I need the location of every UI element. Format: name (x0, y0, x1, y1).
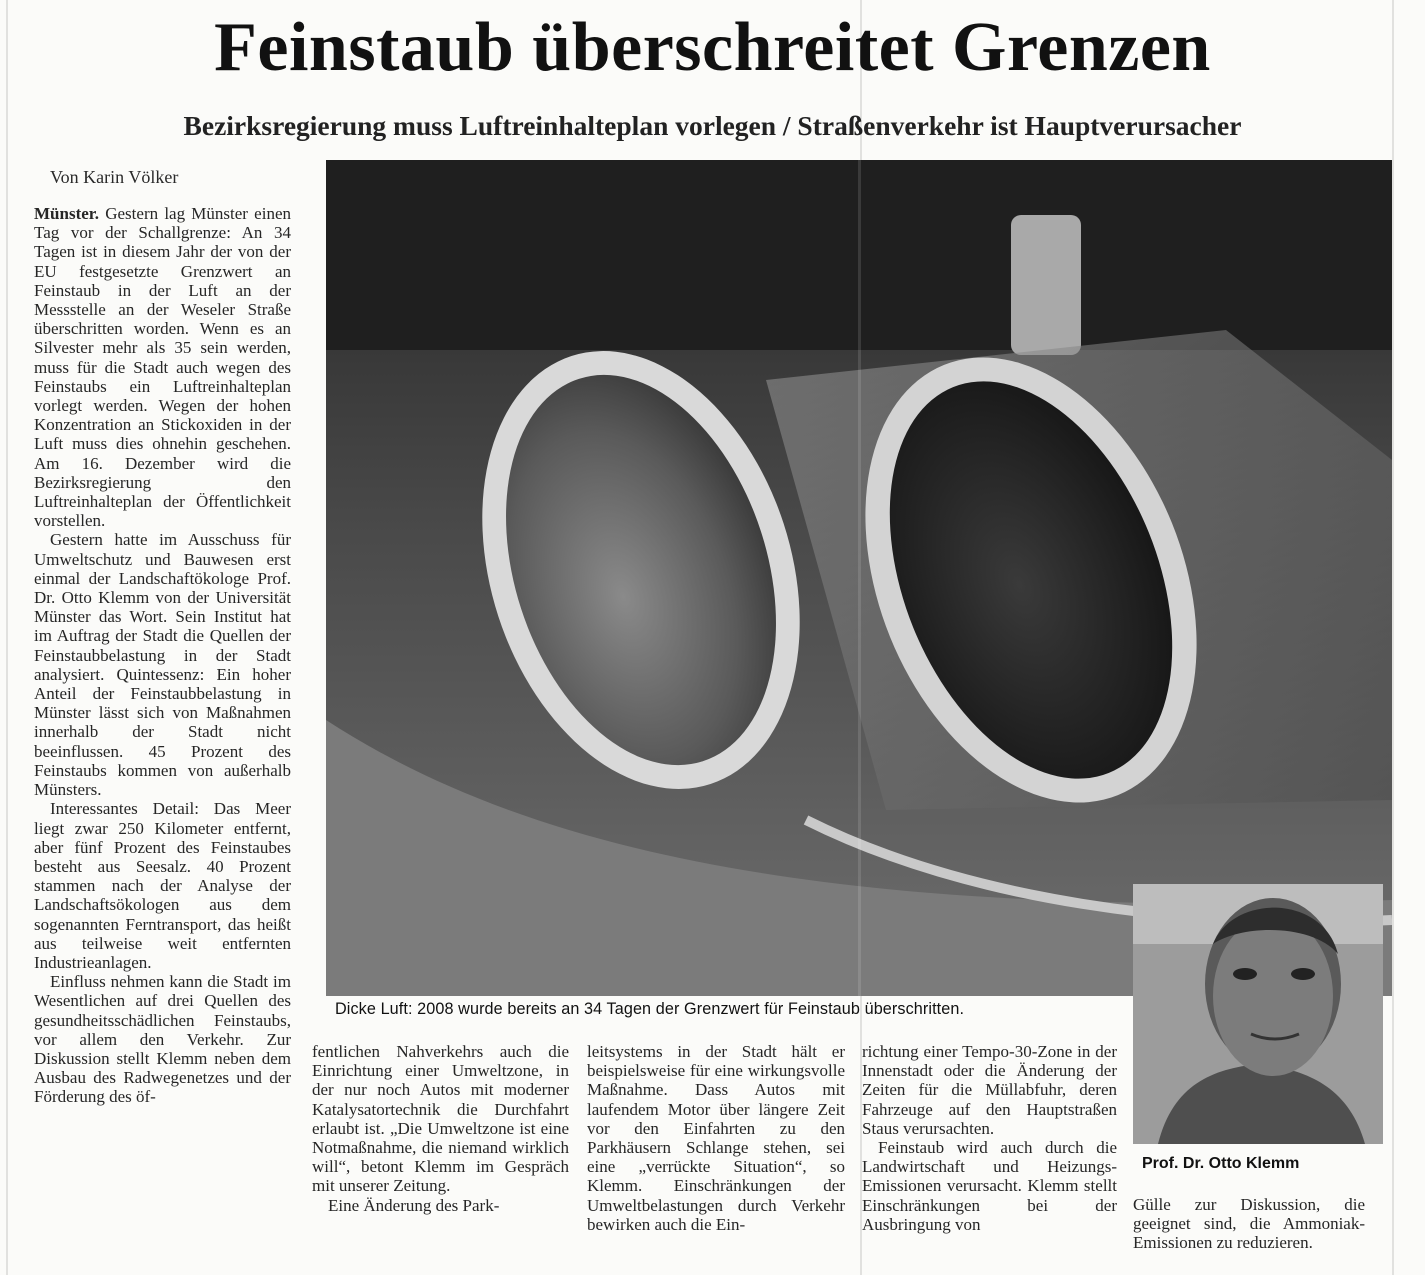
photo-caption: Dicke Luft: 2008 wurde bereits an 34 Tagen der Grenzwert für Feinstaub überschritten. (335, 1000, 965, 1018)
portrait-image (1133, 884, 1383, 1144)
paper-fold-right (1392, 0, 1394, 1275)
paragraph-3: Interessantes Detail: Das Meer liegt zwar 250 Kilometer entfernt, aber fünf Prozent des Feinstaubes besteht aus Seesalz. 40 Prozent stammen nach der Analyse der Landschaftsökologen aus dem sogenannten Ferntransport, das heißt aus teilweise weit entfernten Industrieanlagen. (34, 799, 291, 972)
dateline: Münster. (34, 204, 100, 223)
col3-paragraph-1: leitsystems in der Stadt hält er beispielsweise für eine wirkungsvolle Maßnahme. Dass Autos mit laufendem Motor über längere Zeit vor den Einfahrten zu den Parkhäusern Schlange stehen, sei eine „verrückte Situation“, so Klemm. Einschränkungen der Umweltbelastungen durch Verkehr bewirken auch die Ein- (587, 1042, 845, 1234)
portrait-caption: Prof. Dr. Otto Klemm (1142, 1155, 1300, 1172)
paper-fold-left (6, 0, 8, 1275)
paragraph-1-text: Gestern lag Münster einen Tag vor der Schallgrenze: An 34 Tagen ist in diesem Jahr der von der EU festgesetzte Grenzwert an Feinstaub in der Luft an der Messstelle an der Weseler Straße überschritten worden. Wenn es an Silvester mehr als 35 sein werden, muss für die Stadt auch wegen des Feinstaubs ein Luftreinhalteplan vorlegt werden. Wegen der hohen Konzentration an Stickoxiden in der Luft muss dies ohnehin geschehen. Am 16. Dezember wird die Bezirksregierung den Luftreinhalteplan der Öffentlichkeit vorstellen. (34, 204, 291, 531)
col2-paragraph-2: Eine Änderung des Park- (328, 1195, 500, 1215)
col4-paragraph-1: richtung einer Tempo-30-Zone in der Innenstadt oder die Änderung der Zeiten für die Müllabfuhr, deren Fahrzeuge auf den Hauptstraßen Staus verursachten. (862, 1042, 1117, 1138)
headline: Feinstaub überschreitet Grenzen (214, 9, 1211, 86)
article-column-4 (862, 1042, 1117, 1234)
article-column-1 (34, 204, 291, 1107)
article-column-3 (587, 1042, 845, 1234)
col2-paragraph-1: fentlichen Nahverkehrs auch die Einrichtung einer Umweltzone, in der nur noch Autos mit moderner Katalysatortechnik die Durchfahrt erlaubt ist. „Die Umweltzone ist eine Notmaßnahme, die niemand wirklich will“, betont Klemm im Gespräch mit unserer Zeitung. (312, 1042, 569, 1196)
paragraph-2: Gestern hatte im Ausschuss für Umweltschutz und Bauwesen erst einmal der Landschaftökologe Prof. Dr. Otto Klemm von der Universität Münster das Wort. Sein Institut hat im Auftrag der Stadt die Quellen der Feinstaubbelastung in der Stadt analysiert. Quintessenz: Ein hoher Anteil der Feinstaubbelastung in Münster lässt sich von Maßnahmen innerhalb der Stadt nicht beeinflussen. 45 Prozent des Feinstaubs kommen von außerhalb Münsters. (34, 530, 291, 800)
background-pipe (1011, 215, 1081, 355)
exhaust-photo (326, 160, 1392, 996)
subheadline: Bezirksregierung muss Luftreinhalteplan vorlegen / Straßenverkehr ist Hauptverursacher (183, 110, 1242, 141)
paragraph-1 (34, 204, 291, 530)
article-column-5 (1133, 1195, 1365, 1253)
col5-paragraph-1: Gülle zur Diskussion, die geeignet sind, die Ammoniak-Emissionen zu reduzieren. (1133, 1195, 1365, 1253)
portrait-photo (1133, 884, 1383, 1144)
byline: Von Karin Völker (50, 167, 179, 187)
paragraph-4: Einfluss nehmen kann die Stadt im Wesentlichen auf drei Quellen des gesundheitsschädlichen Feinstaubs, vor allem den Verkehr. Zur Diskussion stellt Klemm neben dem Ausbau des Radwegenetzes und der Förderung des öf- (34, 972, 291, 1107)
article-column-2 (312, 1042, 569, 1215)
exhaust-pipes-image (326, 160, 1392, 996)
col4-paragraph-2: Feinstaub wird auch durch die Landwirtschaft und Heizungs-Emissionen verursacht. Klemm stellt Einschränkungen bei der Ausbringung von (862, 1138, 1117, 1234)
